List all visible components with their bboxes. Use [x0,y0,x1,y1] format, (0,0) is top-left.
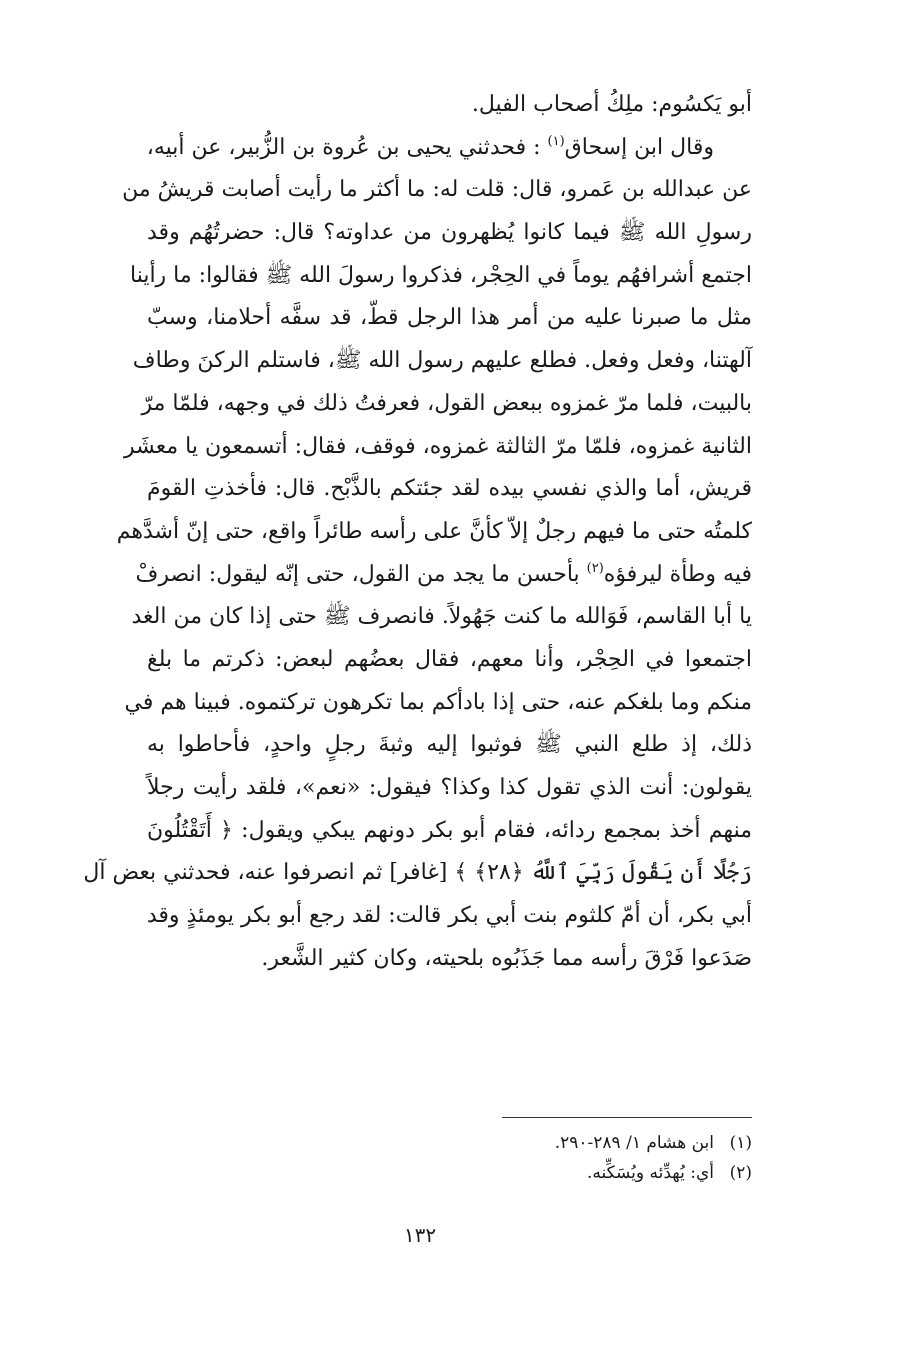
text-line: فيه وطأة ليرفؤه$^{(٢)}$ بأحسن ما يجد من القول، حتى إنّه ليقول: انصرفْ [135,560,752,587]
text-line: أبو يَكسُوم: ملِكُ أصحاب الفيل. [471,92,752,117]
text-line: صَدَعوا فَرْقَ رأسه مما جَذَبُوه بلحيته، وكان كثير الشَّعر. [261,945,752,971]
text-line: اجتمع أشرافهُم يوماً في الحِجْر، فذكروا رسولَ الله ﷺ فقالوا: ما رأينا [129,262,752,288]
text-line: كلمتُه حتى ما فيهم رجلٌ إلاّ كأنَّ على رأسه طائراً واقع، حتى إنّ أشدَّهم [116,518,752,544]
footnotes [147,1128,752,1188]
text-line: مثل ما صبرنا عليه من أمر هذا الرجل قطّ، قد سفَّه أحلامنا، وسبّ [147,305,752,331]
text-line: ذلك، إذ طلع النبي ﷺ فوثبوا إليه وثبةَ رجلٍ واحدٍ، فأحاطوا به [147,732,752,758]
footnote-ref: (١) [547,133,565,149]
text-line: بالبيت، فلما مرّ غمزوه ببعض القول، فعرفتُ ذلك في وجهه، فلمّا مرّ [141,390,752,416]
footnote-number: (٢) [729,1163,752,1183]
footnote-ref: (٢) [586,560,604,576]
text-line: اجتمعوا في الحِجْر، وأنا معهم، فقال بعضُهم لبعض: ذكرتم ما بلغ [147,646,752,672]
text-line: يقولون: أنت الذي تقول كذا وكذا؟ فيقول: «نعم»، فلقد رأيت رجلاً [147,775,752,800]
page-number: ١٣٢ [403,1223,437,1247]
text-line: وقال ابن إسحاق$^{(١)}$ : فحدثني يحيى بن عُروة بن الزُّبير، عن أبيه، [146,133,714,160]
footnote [147,1128,752,1158]
footnote-text: أي: يُهدِّئه ويُسَكِّنه. [586,1163,714,1183]
text-line: رَجُلًا أَن يَقُولَ رَبِّيَ ٱللَّهُ ﴿٢٨﴾ ﴾ [غافر] ثم انصرفوا عنه، فحدثني بعض آل [83,860,752,886]
footnote-divider [502,1117,752,1118]
text-line: الثانية غمزوه، فلمّا مرّ الثالثة غمزوه، فوقف، فقال: أتسمعون يا معشَر [123,433,752,459]
footnote [147,1158,752,1188]
text-line: عن عبدالله بن عَمرو، قال: قلت له: ما أكثر ما رأيت أصابت قريشُ من [122,177,752,203]
text-line: قريش، أما والذي نفسي بيده لقد جئتكم بالذَّبْح. قال: فأخذتِ القومَ [147,476,752,502]
footnote-number: (١) [729,1133,752,1153]
footnote-text: ابن هشام ١/ ٢٨٩-٢٩٠. [554,1133,714,1153]
text-line: منهم أخذ بمجمع ردائه، فقام أبو بكر دونهم يبكي ويقول: ﴿ أَتَقْتُلُونَ [147,817,752,843]
text-line: يا أبا القاسم، فَوَالله ما كنت جَهُولاً. فانصرف ﷺ حتى إذا كان من الغد [131,604,752,630]
text-line: آلهتنا، وفعل وفعل. فطلع عليهم رسول الله ﷺ، فاستلم الركنَ وطاف [132,348,752,374]
text-line: أبي بكر، أن أمّ كلثوم بنت أبي بكر قالت: لقد رجع أبو بكر يومئذٍ وقد [146,903,752,929]
text-line: منكم وما بلغكم عنه، حتى إذا بادأكم بما تكرهون تركتموه. فبينا هم في [124,689,752,715]
main-text [83,84,752,980]
text-line: رسولِ الله ﷺ فيما كانوا يُظهرون من عداوته؟ قال: حضرتُهُم وقد [147,220,752,246]
